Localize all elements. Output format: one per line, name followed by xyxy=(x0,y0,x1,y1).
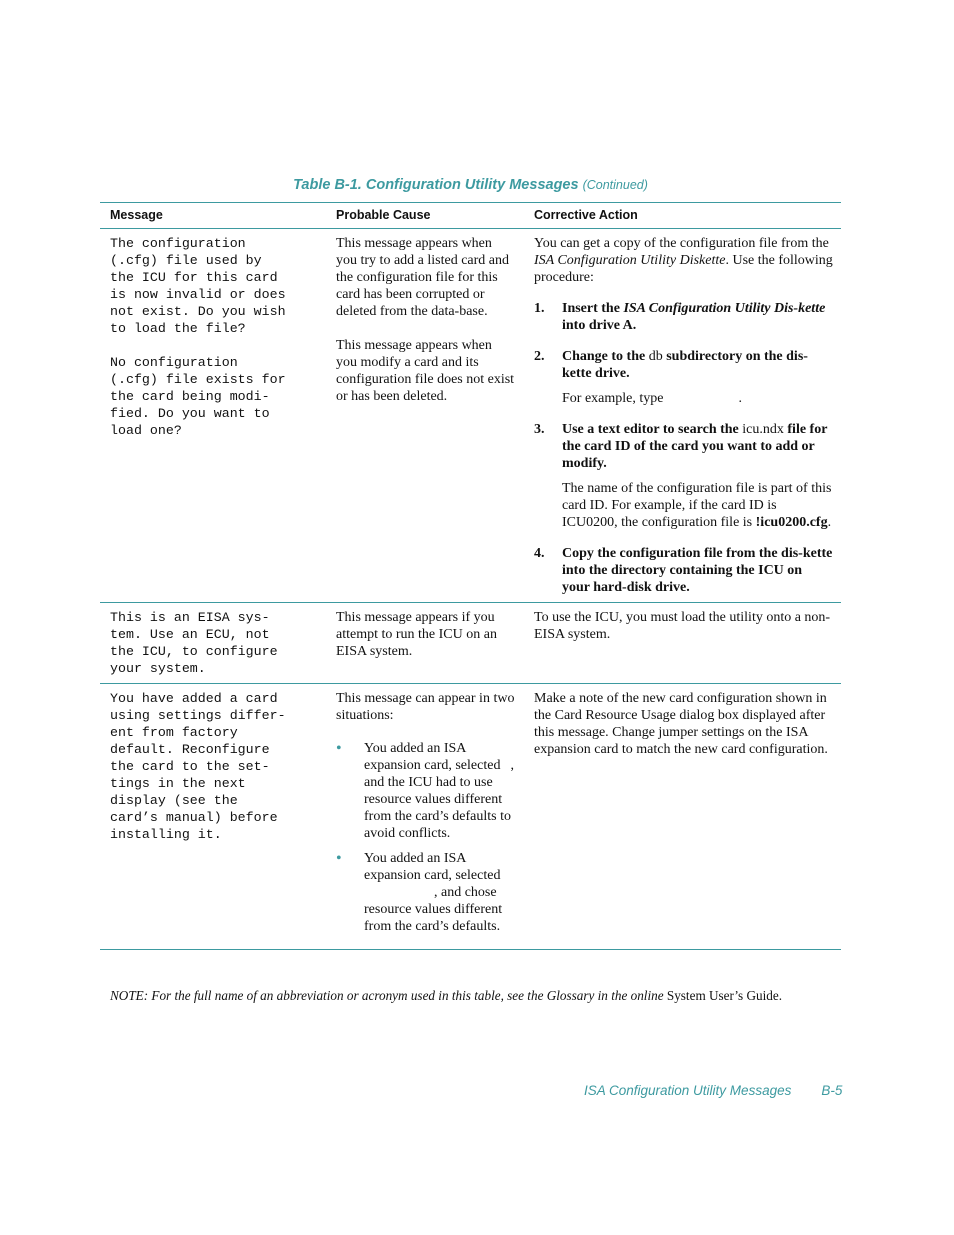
footer-title: ISA Configuration Utility Messages xyxy=(584,1083,792,1098)
header-message: Message xyxy=(100,203,326,229)
procedure-step: 4. Copy the configuration file from the dis-kette into the directory containing the ICU on your hard-disk drive. xyxy=(534,546,833,595)
cause-cell xyxy=(326,684,524,950)
table-row xyxy=(100,229,841,603)
page-number: B-5 xyxy=(821,1083,843,1098)
table-note: NOTE: For the full name of an abbreviation or acronym used in this table, see the Glossary in the online System User’s Guide. xyxy=(110,988,783,1003)
cause-cell xyxy=(326,229,524,603)
list-item: • You added an ISA expansion card, selected, and chose resource values different from the card’s defaults. xyxy=(336,850,503,934)
messages-table xyxy=(100,202,841,950)
action-cell: Make a note of the new card configuration shown in the Card Resource Usage dialog box displayed after this message. Change jumper settings on the ISA expansion card to match the new card configuration. xyxy=(524,684,841,950)
header-probable-cause: Probable Cause xyxy=(326,203,524,229)
message-text: The configuration (.cfg) file used by the ICU for this card is now invalid or does not exist. Do you wish to load the file? xyxy=(110,236,286,336)
table-title: Table B-1. Configuration Utility Messages xyxy=(293,177,579,193)
continued-label: (Continued) xyxy=(582,178,648,192)
procedure-step: 3. Use a text editor to search the icu.ndx file for the card ID of the card you want to add or modify. xyxy=(534,422,828,471)
page-footer xyxy=(584,1083,842,1098)
cause-text: This message appears when you try to add a listed card and the configuration file for this card has been corrupted or deleted from the data-base. xyxy=(336,236,510,319)
bullet-icon: • xyxy=(336,850,342,867)
message-text: This is an EISA sys- tem. Use an ECU, not the ICU, to configure your system. xyxy=(110,610,278,676)
message-text: You have added a card using settings differ- ent from factory default. Reconfigure the card to the set- tings in the next display (see the card’s manual) before installing it. xyxy=(110,691,286,842)
header-corrective-action: Corrective Action xyxy=(524,203,841,229)
table-header-row xyxy=(100,203,841,229)
message-cell xyxy=(100,684,326,950)
cause-text: This message can appear in two situations: xyxy=(336,691,515,723)
step-note: For example, type . xyxy=(562,391,742,406)
table-caption xyxy=(100,177,841,193)
step-note: The name of the configuration file is part of this card ID. For example, if the card ID is ICU0200, the configuration file is !icu0200.cfg. xyxy=(562,481,832,530)
message-cell xyxy=(100,603,326,684)
action-cell xyxy=(524,229,841,603)
message-cell xyxy=(100,229,326,603)
action-intro: You can get a copy of the configuration file from the ISA Configuration Utility Diskette. Use the following procedure: xyxy=(534,236,833,285)
list-item: • You added an ISA expansion card, selected , and the ICU had to use resource values different from the card’s defaults to avoid conflicts. xyxy=(336,740,514,841)
table-row xyxy=(100,684,841,950)
bullet-icon: • xyxy=(336,740,342,757)
table-row xyxy=(100,603,841,684)
procedure-step: 2. Change to the db subdirectory on the dis-kette drive. xyxy=(534,349,808,381)
message-text: No configuration (.cfg) file exists for the card being modi- fied. Do you want to load one? xyxy=(110,355,286,438)
cause-bullet-list xyxy=(336,740,516,935)
cause-text: This message appears when you modify a card and its configuration file does not exist or has been deleted. xyxy=(336,338,515,404)
action-cell: To use the ICU, you must load the utility onto a non-EISA system. xyxy=(524,603,841,684)
cause-cell: This message appears if you attempt to run the ICU on an EISA system. xyxy=(326,603,524,684)
procedure-step: 1. Insert the ISA Configuration Utility Dis-kette into drive A. xyxy=(534,301,826,333)
